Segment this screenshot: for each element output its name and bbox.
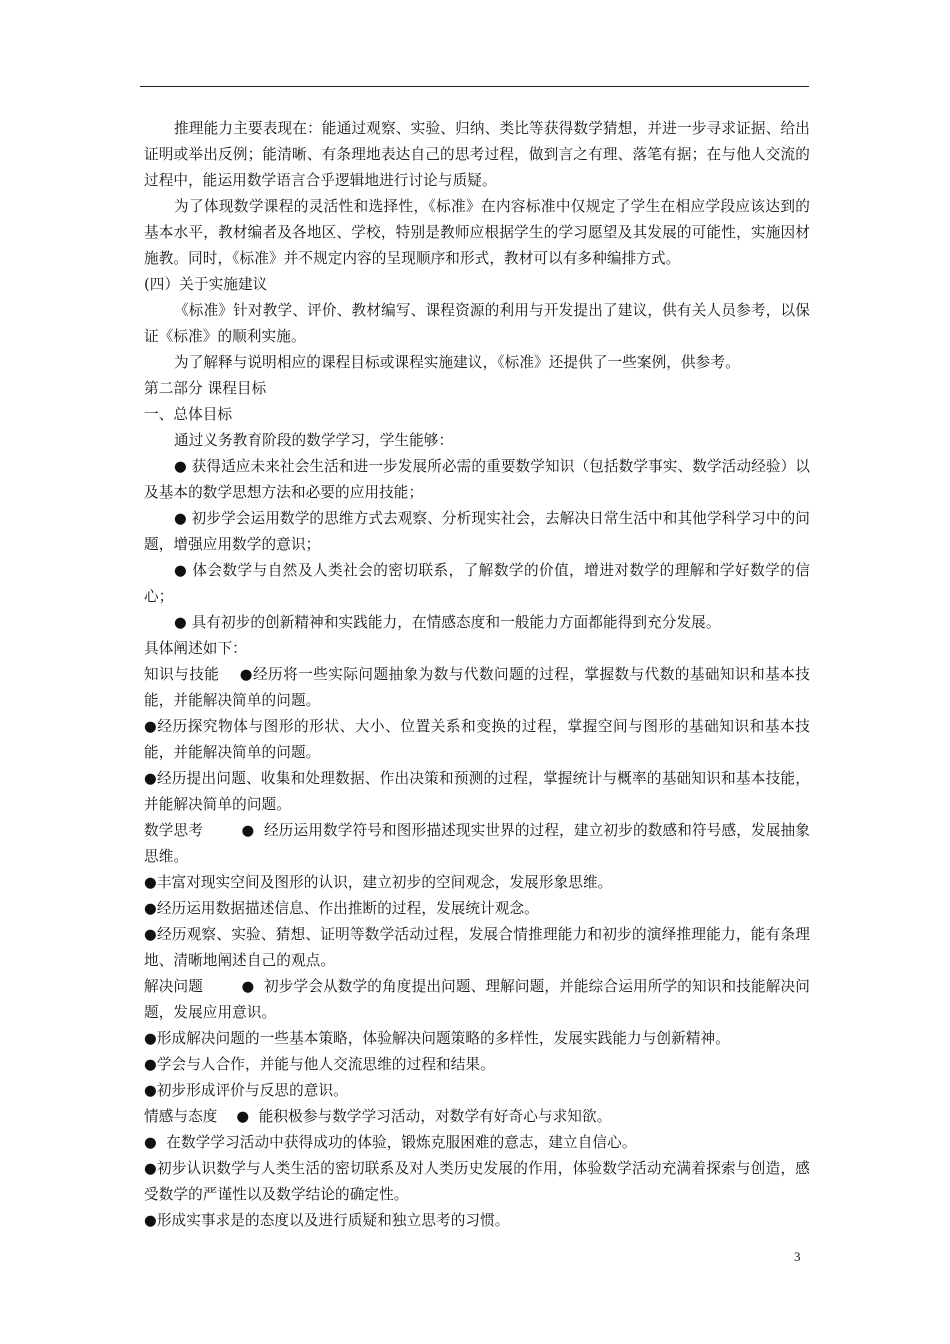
item-knowledge-skills: 知识与技能 ●经历将一些实际问题抽象为数与代数问题的过程，掌握数与代数的基础知识和基本技能，并能解决简单的问题。 (144, 666, 810, 709)
item-statistical-concepts: ●经历运用数据描述信息、作出推断的过程，发展统计观念。 (144, 900, 539, 917)
item-reflection: ●初步形成评价与反思的意识。 (144, 1082, 348, 1099)
goal-bullet-knowledge: ● 获得适应未来社会生活和进一步发展所必需的重要数学知识（包括数学事实、数学活动经验）以及基本的数学思想方法和必要的应用技能； (144, 458, 810, 501)
paragraph-flexibility: 为了体现数学课程的灵活性和选择性，《标准》在内容标准中仅规定了学生在相应学段应该达到的基本水平，教材编者及各地区、学校，特别是教师应根据学生的学习愿望及其发展的可能性，实施因材施教。同时，《标准》并不规定内容的呈现顺序和形式，教材可以有多种编排方式。 (144, 198, 810, 267)
goal-bullet-thinking: ● 初步学会运用数学的思维方式去观察、分析现实社会，去解决日常生活中和其他学科学习中的问题，增强应用数学的意识； (144, 510, 810, 553)
section-heading-implementation: (四）关于实施建议 (144, 276, 268, 293)
document-body (144, 116, 810, 1234)
item-spatial-concepts: ●丰富对现实空间及图形的认识，建立初步的空间观念，发展形象思维。 (144, 874, 613, 891)
paragraph-detailed-intro: 具体阐述如下： (144, 640, 247, 657)
header-rule (140, 86, 809, 87)
item-strategies: ●形成解决问题的一些基本策略，体验解决问题策略的多样性，发展实践能力与创新精神。 (144, 1030, 730, 1047)
item-geometry: ●经历探究物体与图形的形状、大小、位置关系和变换的过程，掌握空间与图形的基础知识和基本技能，并能解决简单的问题。 (144, 718, 810, 761)
item-independent-thinking: ●形成实事求是的态度以及进行质疑和独立思考的习惯。 (144, 1212, 510, 1229)
paragraph-students-can: 通过义务教育阶段的数学学习，学生能够： (174, 432, 454, 449)
page-number: 3 (794, 1249, 801, 1264)
part-heading-course-goals: 第二部分 课程目标 (144, 380, 267, 397)
goal-bullet-value: ● 体会数学与自然及人类社会的密切联系，了解数学的价值，增进对数学的理解和学好数学的信心； (144, 562, 810, 605)
item-problem-solving: 解决问题 ● 初步学会从数学的角度提出问题、理解问题，并能综合运用所学的知识和技能解决问题，发展应用意识。 (144, 978, 810, 1021)
section-heading-overall-goals: 一、总体目标 (144, 406, 233, 423)
paragraph-cases: 为了解释与说明相应的课程目标或课程实施建议，《标准》还提供了一些案例，供参考。 (174, 354, 740, 371)
paragraph-reasoning-ability: 推理能力主要表现在：能通过观察、实验、归纳、类比等获得数学猜想，并进一步寻求证据、给出证明或举出反例；能清晰、有条理地表达自己的思考过程，做到言之有理、落笔有据；在与他人交流的过程中，能运用数学语言合乎逻辑地进行讨论与质疑。 (144, 120, 810, 189)
goal-bullet-innovation: ● 具有初步的创新精神和实践能力，在情感态度和一般能力方面都能得到充分发展。 (174, 614, 721, 631)
item-cooperation: ●学会与人合作，并能与他人交流思维的过程和结果。 (144, 1056, 495, 1073)
paragraph-standard-suggestions: 《标准》针对教学、评价、教材编写、课程资源的利用与开发提出了建议，供有关人员参考，以保证《标准》的顺利实施。 (144, 302, 810, 345)
item-reasoning: ●经历观察、实验、猜想、证明等数学活动过程，发展合情推理能力和初步的演绎推理能力，能有条理地、清晰地阐述自己的观点。 (144, 926, 810, 969)
item-statistics: ●经历提出问题、收集和处理数据、作出决策和预测的过程，掌握统计与概率的基础知识和基本技能，并能解决简单的问题。 (144, 770, 810, 813)
item-success-experience: ● 在数学学习活动中获得成功的体验，锻炼克服困难的意志，建立自信心。 (144, 1134, 637, 1151)
item-math-thinking: 数学思考 ● 经历运用数学符号和图形描述现实世界的过程，建立初步的数感和符号感，发展抽象思维。 (144, 822, 810, 865)
item-attitude: 情感与态度 ● 能积极参与数学学习活动，对数学有好奇心与求知欲。 (144, 1108, 612, 1125)
item-math-and-life: ●初步认识数学与人类生活的密切联系及对人类历史发展的作用，体验数学活动充满着探索与创造，感受数学的严谨性以及数学结论的确定性。 (144, 1160, 810, 1203)
